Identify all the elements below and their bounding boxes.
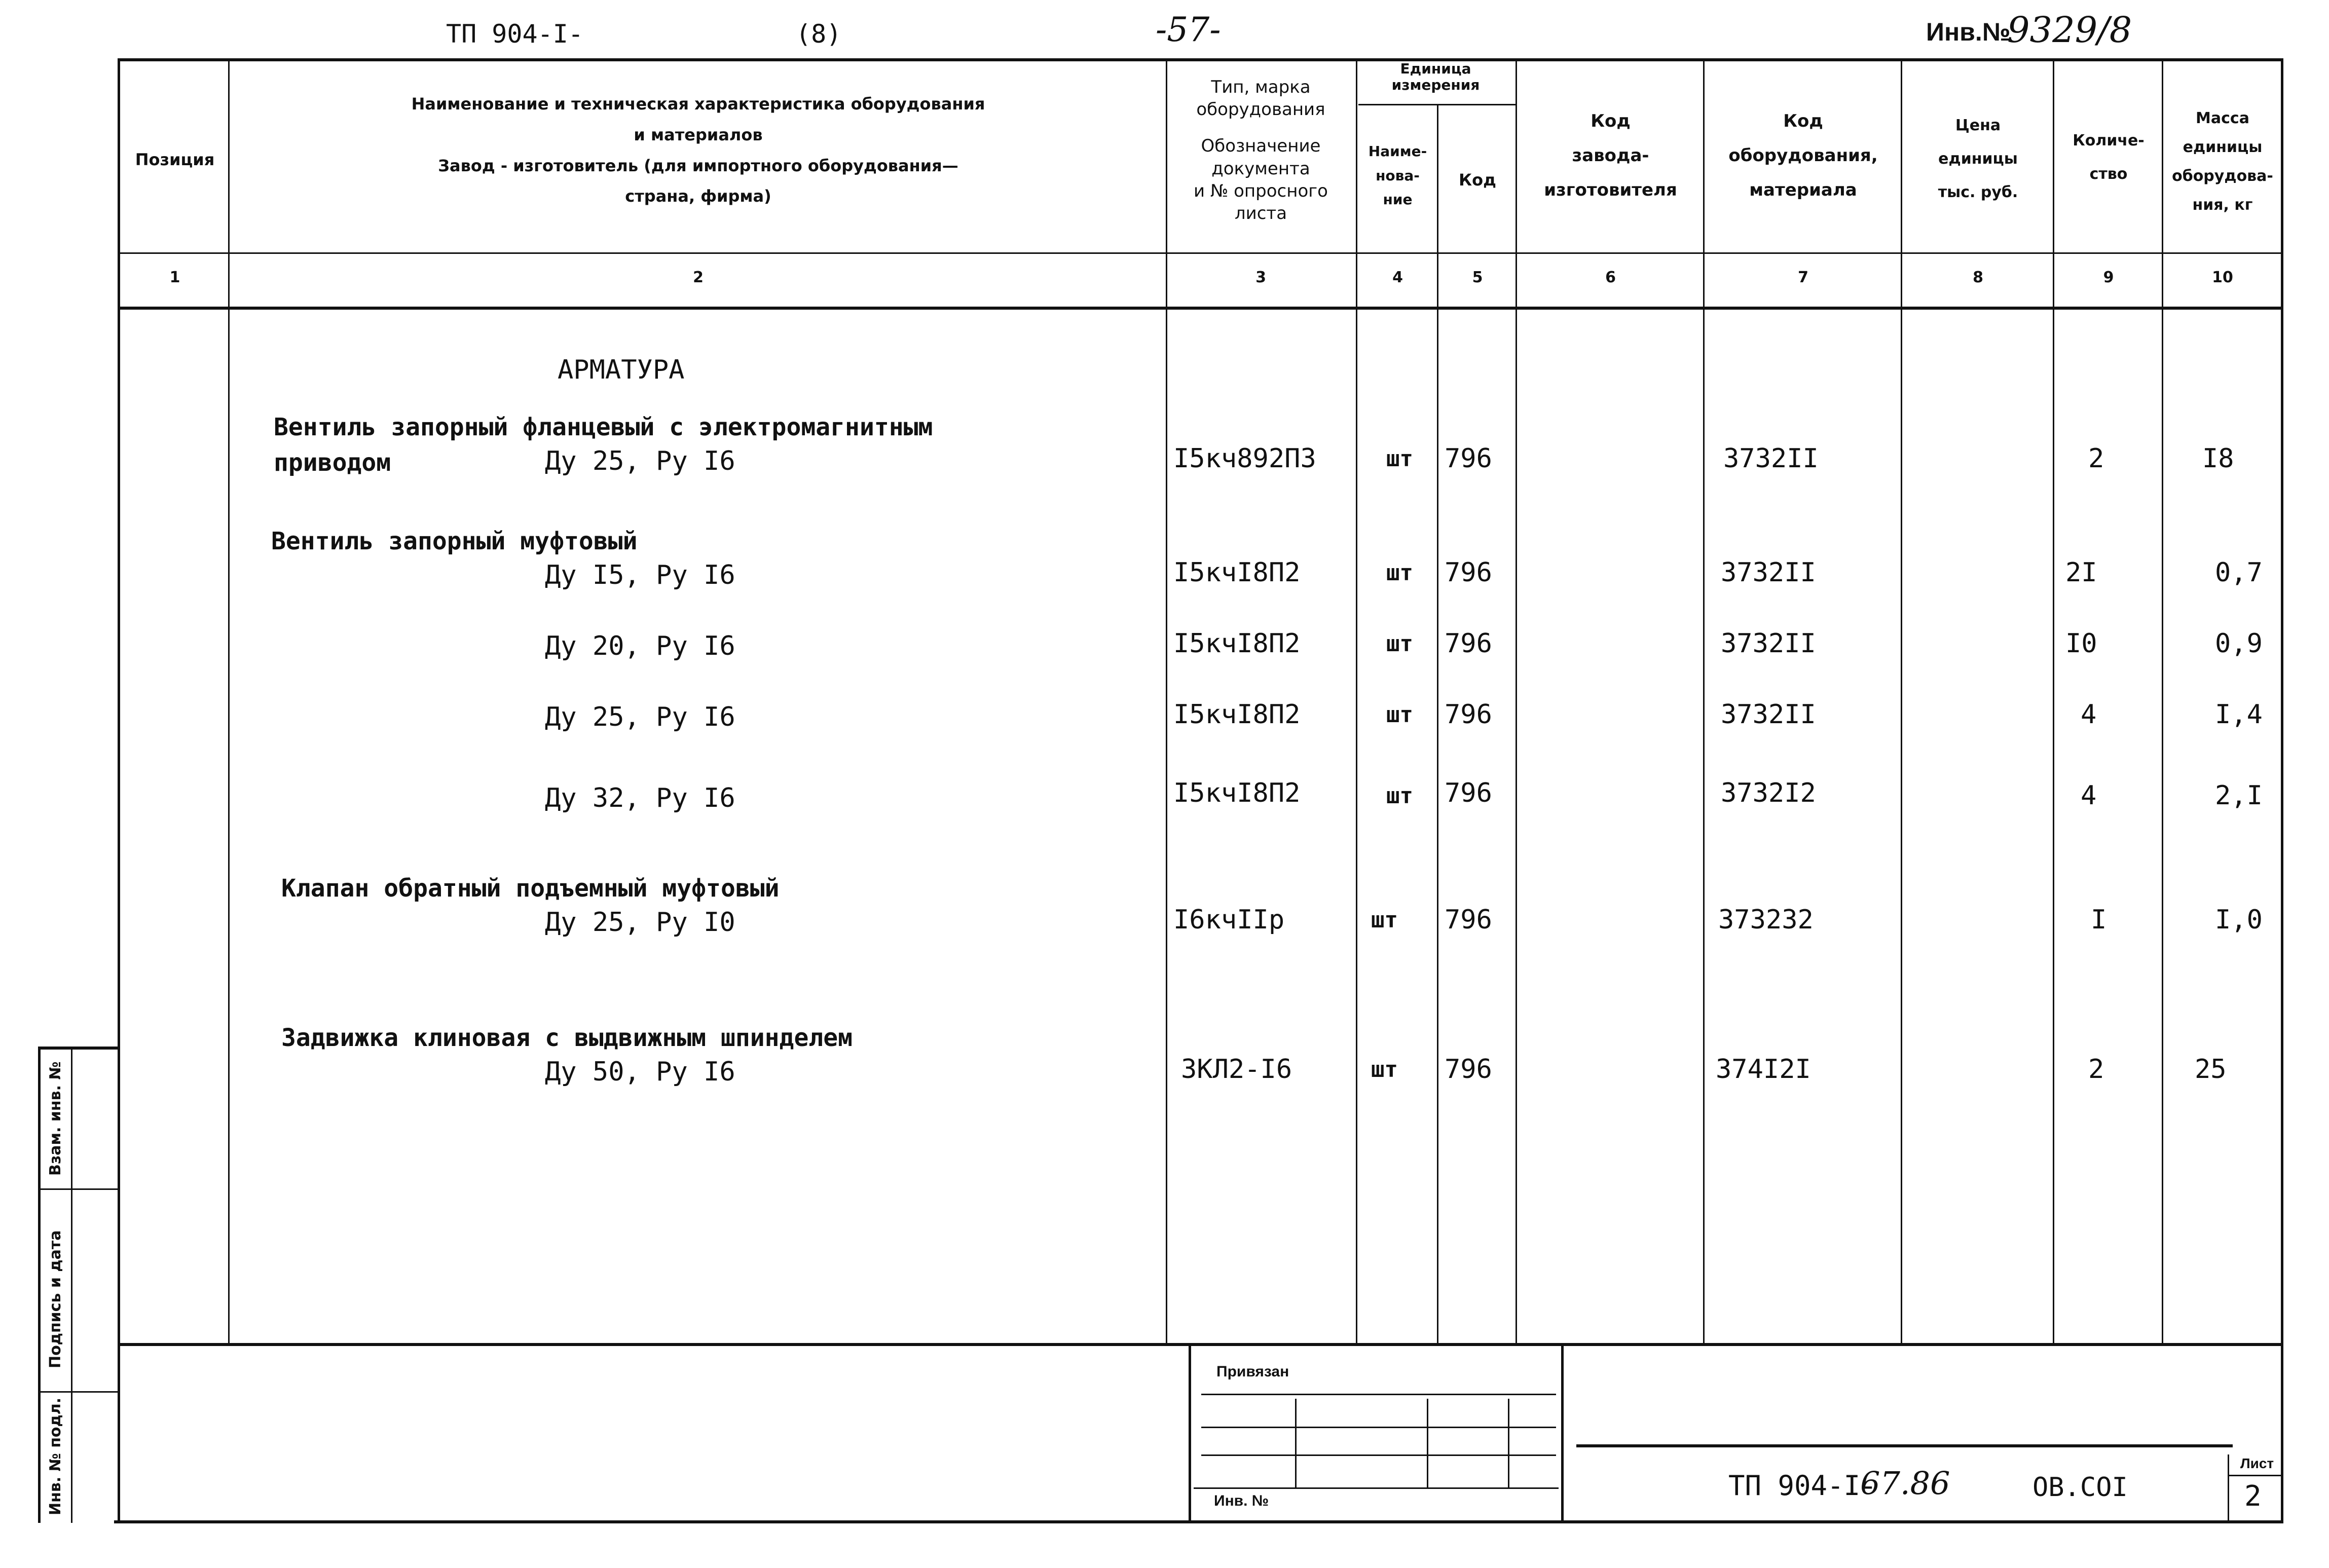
frame-right	[2281, 58, 2283, 1523]
row6-unit-code: 796	[1445, 905, 1492, 935]
colnum-2: 2	[693, 269, 704, 286]
header-unit-group: Единица измерения	[1391, 60, 1480, 94]
series-label: ТП 904-I-	[446, 19, 583, 49]
side-stamp-left	[38, 1047, 41, 1523]
col-line-3	[1356, 58, 1357, 1343]
row7-equip-code: 374I2I	[1716, 1054, 1811, 1085]
row3-equip-code: 3732II	[1721, 628, 1816, 659]
doc-code-hand: 67.86	[1860, 1465, 1950, 1502]
header-quantity: Количе- ство	[2073, 132, 2145, 183]
side-vzam: Взам. инв. №	[47, 1061, 64, 1176]
header-unit-code: Код	[1459, 170, 1496, 190]
colnum-8: 8	[1973, 269, 1983, 286]
stamp-line-1	[1201, 1394, 1556, 1395]
header-mass: Масса единицы оборудова- ния, кг	[2172, 109, 2273, 214]
header-bottom-line	[119, 252, 2283, 254]
side-inv-podl: Инв. № подл.	[47, 1397, 64, 1515]
frame-left	[118, 58, 120, 1523]
stamp-line-2	[1201, 1427, 1556, 1428]
row4-type: I5кчI8П2	[1173, 699, 1301, 730]
colnum-9: 9	[2103, 269, 2114, 286]
row2-unit-code: 796	[1445, 557, 1492, 588]
col-line-4	[1437, 104, 1438, 1343]
row1-name-line1: Вентиль запорный фланцевый с электромагнитным	[274, 413, 933, 441]
row4-qty: 4	[2081, 699, 2097, 730]
colnum-7: 7	[1798, 269, 1808, 286]
row4-mass: I,4	[2215, 699, 2263, 730]
row2-name: Вентиль запорный муфтовый	[271, 527, 638, 555]
stamp-vline-2	[1427, 1399, 1428, 1487]
stamp-vline-1	[1295, 1399, 1297, 1487]
side-podpis: Подпись и дата	[47, 1230, 64, 1368]
side-stamp-div-1	[38, 1188, 119, 1190]
frame-bottom	[114, 1520, 2283, 1523]
col-line-7	[1901, 58, 1902, 1343]
col-line-6	[1703, 58, 1705, 1343]
inventory-label: Инв.№	[1926, 18, 2011, 46]
doc-code-prefix: ТП 904-I-	[1728, 1470, 1877, 1502]
colnum-4: 4	[1392, 269, 1403, 286]
header-unit-name: Наиме- нова- ние	[1368, 143, 1427, 208]
row7-unit: шт	[1371, 1057, 1398, 1082]
row6-equip-code: 373232	[1718, 905, 1814, 935]
row4-equip-code: 3732II	[1721, 699, 1816, 730]
colnum-1: 1	[169, 269, 180, 286]
colnum-5: 5	[1472, 269, 1483, 286]
col-line-5	[1515, 58, 1517, 1343]
row6-spec: Ду 25, Ру I0	[545, 907, 735, 938]
row1-equip-code: 3732II	[1723, 443, 1819, 474]
col-line-8	[2053, 58, 2054, 1343]
row6-name: Клапан обратный подъемный муфтовый	[281, 874, 780, 903]
side-stamp-top	[38, 1047, 119, 1050]
doc-suffix: ОВ.СОI	[2032, 1472, 2128, 1503]
header-price: Цена единицы тыс. руб.	[1938, 117, 2018, 201]
sheet-paren: (8)	[796, 19, 842, 49]
row1-spec: Ду 25, Ру I6	[545, 446, 735, 476]
colnum-3: 3	[1255, 269, 1266, 286]
colnum-10: 10	[2212, 269, 2233, 286]
colnum-bottom-line	[119, 307, 2283, 310]
row2-type: I5кчI8П2	[1173, 557, 1301, 588]
row3-unit: шт	[1386, 631, 1413, 657]
row4-spec: Ду 25, Ру I6	[545, 702, 735, 732]
header-type: Тип, марка оборудования Обозначение документа и № опросного листа	[1194, 77, 1328, 223]
row5-unit: шт	[1386, 783, 1413, 809]
row2-spec: Ду I5, Ру I6	[545, 560, 735, 590]
row7-type: 3КЛ2-I6	[1181, 1054, 1292, 1085]
row2-unit: шт	[1386, 560, 1413, 586]
row5-type: I5кчI8П2	[1173, 778, 1301, 808]
row6-mass: I,0	[2215, 905, 2263, 935]
row6-qty: I	[2091, 905, 2107, 935]
inventory-number: 9329/8	[2007, 9, 2132, 51]
row2-qty: 2I	[2065, 557, 2097, 588]
stamp-vline-3	[1508, 1399, 1509, 1487]
row7-unit-code: 796	[1445, 1054, 1492, 1085]
title-block-line	[1576, 1444, 2233, 1447]
row2-equip-code: 3732II	[1721, 557, 1816, 588]
row1-name-line2: приводом	[274, 449, 391, 477]
row5-qty: 4	[2081, 780, 2097, 811]
stamp-right-border	[1561, 1343, 1564, 1523]
row5-equip-code: 3732I2	[1721, 778, 1816, 808]
stamp-line-4	[1194, 1487, 1559, 1489]
row4-unit-code: 796	[1445, 699, 1492, 730]
row3-spec: Ду 20, Ру I6	[545, 631, 735, 661]
stamp-inv-label: Инв. №	[1214, 1492, 1269, 1509]
row6-type: I6кчIIр	[1173, 905, 1285, 935]
row1-qty: 2	[2088, 443, 2104, 474]
row1-mass: I8	[2202, 443, 2234, 474]
col-line-2	[1166, 58, 1167, 1343]
header-equipment-code: Код оборудования, материала	[1728, 111, 1878, 200]
row3-type: I5кчI8П2	[1173, 628, 1301, 659]
stamp-privyazan-label: Привязан	[1216, 1363, 1289, 1380]
header-position: Позиция	[135, 150, 215, 169]
row7-spec: Ду 50, Ру I6	[545, 1057, 735, 1087]
stamp-left-border	[1189, 1343, 1191, 1523]
stamp-top-line	[119, 1343, 2283, 1346]
row7-mass: 25	[2195, 1054, 2227, 1085]
sheet-box-left	[2228, 1454, 2229, 1520]
frame-top	[119, 58, 2283, 61]
sheet-number: 2	[2244, 1480, 2262, 1513]
row3-mass: 0,9	[2215, 628, 2263, 659]
section-title: АРМАТУРА	[558, 355, 685, 385]
row7-name: Задвижка клиновая с выдвижным шпинделем	[281, 1024, 853, 1052]
row1-unit-code: 796	[1445, 443, 1492, 474]
row5-mass: 2,I	[2215, 780, 2263, 811]
col-line-9	[2162, 58, 2163, 1343]
header-name: Наименование и техническая характеристика оборудования и материалов Завод - изготовитель (для импортного оборудования— страна, фирма)	[411, 94, 985, 206]
stamp-line-3	[1201, 1454, 1556, 1456]
row3-unit-code: 796	[1445, 628, 1492, 659]
row3-qty: I0	[2065, 628, 2097, 659]
col-line-1	[228, 58, 230, 1343]
row1-type: I5кч892П3	[1173, 443, 1316, 474]
row5-spec: Ду 32, Ру I6	[545, 783, 735, 813]
row4-unit: шт	[1386, 702, 1413, 728]
side-stamp-div-2	[38, 1391, 119, 1393]
row2-mass: 0,7	[2215, 557, 2263, 588]
side-stamp-mid	[71, 1047, 72, 1523]
row7-qty: 2	[2088, 1054, 2104, 1085]
sheet-box-divider	[2228, 1475, 2281, 1476]
sheet-label: Лист	[2240, 1455, 2274, 1471]
row1-unit: шт	[1386, 446, 1413, 472]
colnum-6: 6	[1605, 269, 1616, 286]
header-factory-code: Код завода- изготовителя	[1544, 111, 1677, 200]
row6-unit: шт	[1371, 907, 1398, 933]
row5-unit-code: 796	[1445, 778, 1492, 808]
page-number: -57-	[1156, 10, 1221, 49]
